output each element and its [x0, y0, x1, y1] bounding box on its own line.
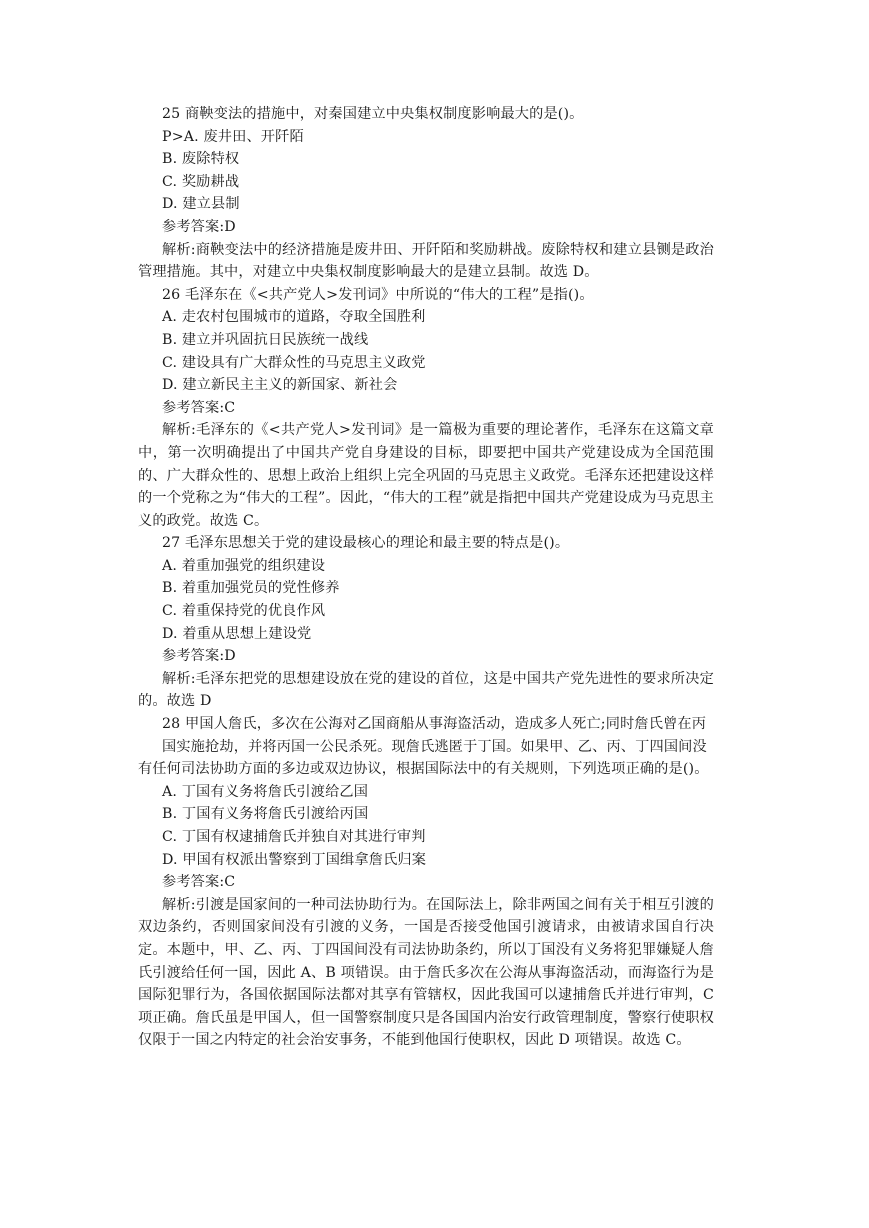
- q25-answer: 参考答案:D: [162, 218, 236, 235]
- q27-answer: 参考答案:D: [162, 648, 236, 665]
- q25-option-c: C. 奖励耕战: [162, 173, 240, 190]
- q26-option-d: D. 建立新民主主义的新国家、新社会: [162, 377, 398, 394]
- q28-option-a: A. 丁国有义务将詹氏引渡给乙国: [162, 783, 369, 800]
- q25-option-a: P>A. 废井田、开阡陌: [162, 128, 304, 145]
- q25-analysis: 解析:商鞅变法中的经济措施是废井田、开阡陌和奖励耕战。废除特权和建立县铡是政治管理措施。其中，对建立中央集权制度影响最大的是建立县制。故选 D。: [138, 241, 714, 281]
- q26-question: 26 毛泽东在《<共产党人>发刊词》中所说的“伟大的工程”是指()。: [162, 286, 594, 303]
- q28-question-rest: 有任何司法协助方面的多边或双边协议，根据国际法中的有关规则，下列选项正确的是()。: [138, 761, 709, 778]
- document-body: [138, 103, 714, 1052]
- q25-question: 25 商鞅变法的措施中，对秦国建立中央集权制度影响最大的是()。: [162, 106, 584, 122]
- q28-option-d: D. 甲国有权派出警察到丁国缉拿詹氏归案: [162, 851, 427, 868]
- q28-question-line1: 28 甲国人詹氏，多次在公海对乙国商船从事海盗活动，造成多人死亡;同时詹氏曾在丙: [162, 716, 707, 733]
- q25-option-b: B. 废除特权: [162, 151, 240, 168]
- q27-option-d: D. 着重从思想上建设党: [162, 625, 312, 642]
- q26-answer: 参考答案:C: [162, 399, 236, 416]
- q27-option-c: C. 着重保持党的优良作风: [162, 603, 326, 620]
- q28-answer: 参考答案:C: [162, 874, 236, 891]
- q27-question: 27 毛泽东思想关于党的建设最核心的理论和最主要的特点是()。: [162, 535, 570, 552]
- q25-option-d: D. 建立县制: [162, 196, 240, 213]
- q27-option-a: A. 着重加强党的组织建设: [162, 557, 326, 574]
- q28-option-b: B. 丁国有义务将詹氏引渡给丙国: [162, 806, 369, 823]
- q28-option-c: C. 丁国有权逮捕詹氏并独自对其进行审判: [162, 829, 426, 845]
- q26-analysis: 解析:毛泽东的《<共产党人>发刊词》是一篇极为重要的理论著作，毛泽东在这篇文章中，第一次明确提出了中国共产党自身建设的目标，即要把中国共产党建设成为全国范围的、广大群众性的、思想上政治上组织上完全巩固的马克思主义政党。毛泽东还把建设这样的一个党称之为“伟大的工程”。因此，“伟大的工程”就是指把中国共产党建设成为马克思主义的政党。故选 C。: [138, 422, 714, 529]
- q28-question-line2: 国实施抢劫，并将丙国一公民杀死。现詹氏逃匿于丁国。如果甲、乙、丙、丁四国间没: [162, 738, 707, 755]
- q26-option-c: C. 建设具有广大群众性的马克思主义政党: [162, 354, 426, 371]
- q28-analysis: 解析:引渡是国家间的一种司法协助行为。在国际法上，除非两国之间有关于相互引渡的双边条约，否则国家间没有引渡的义务，一国是否接受他国引渡请求，由被请求国自行决定。本题中，甲、乙、丙、丁四国间没有司法协助条约，所以丁国没有义务将犯罪嫌疑人詹氏引渡给任何一国，因此 A、B 项错误。由于詹氏多次在公海从事海盗活动，而海盗行为是国际犯罪行为，各国依据国际法都对其享有管辖权，因此我国可以逮捕詹氏并进行审判，C 项正确。詹氏虽是甲国人，但一国警察制度只是各国国内治安行政管理制度，警察行使职权仅限于一国之内特定的社会治安事务，不能到他国行使职权，因此 D 项错误。故选 C。: [138, 896, 714, 1049]
- q26-option-b: B. 建立并巩固抗日民族统一战线: [162, 331, 369, 348]
- q27-analysis: 解析:毛泽东把党的思想建设放在党的建设的首位，这是中国共产党先进性的要求所决定的。故选 D: [138, 670, 714, 710]
- q26-option-a: A. 走农村包围城市的道路，夺取全国胜利: [162, 309, 426, 326]
- q27-option-b: B. 着重加强党员的党性修养: [162, 580, 340, 597]
